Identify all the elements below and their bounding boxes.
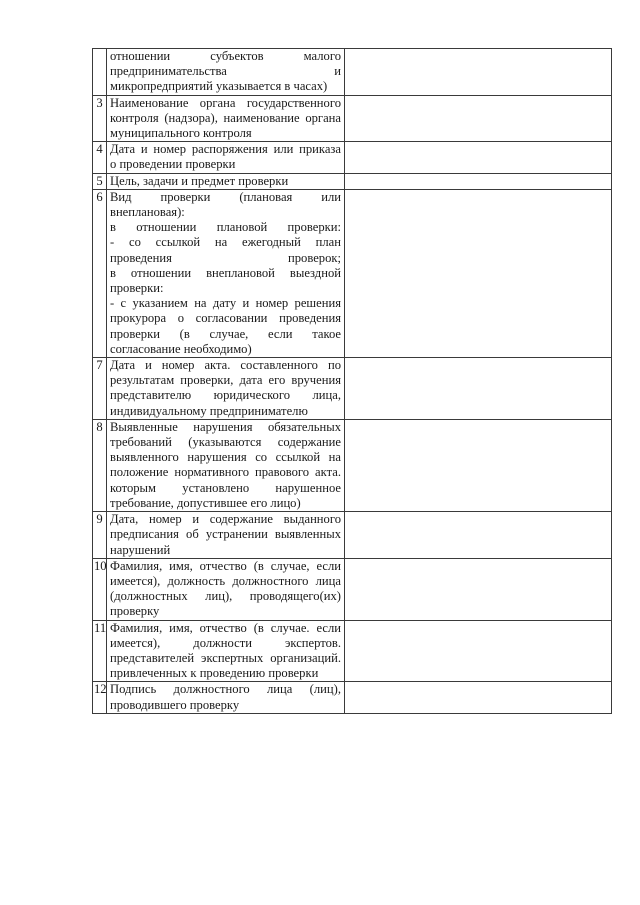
row-description <box>107 358 345 420</box>
description-line: муниципального контроля <box>110 126 252 141</box>
table-row <box>93 620 612 682</box>
table-row <box>93 682 612 713</box>
description-line: Дата и номер акта. составленного по <box>110 358 341 373</box>
inspection-register-table <box>92 48 612 714</box>
row-number <box>93 49 107 96</box>
description-line: предписания об устранении выявленных <box>110 527 341 542</box>
description-line: требование, допустившее его лицо) <box>110 495 301 510</box>
row-number: 5 <box>93 173 107 189</box>
description-line: Фамилия, имя, отчество (в случае, если <box>110 558 341 573</box>
description-line: результатам проверки, дата его вручения <box>110 373 341 388</box>
description-line: представителей экспертных организаций. <box>110 650 341 665</box>
description-line: требований (указываются содержание <box>110 435 341 450</box>
description-line: представителю юридического лица, <box>110 388 341 403</box>
table-row <box>93 558 612 620</box>
description-line: проведения проверок; <box>110 250 341 265</box>
description-line: выявленного нарушения со ссылкой на <box>110 450 341 465</box>
description-line: проверки (в случае, если такое <box>110 326 341 341</box>
table-row <box>93 419 612 511</box>
table-row <box>93 358 612 420</box>
description-line: в отношении внеплановой выездной <box>110 265 341 280</box>
description-line: микропредприятий указывается в часах) <box>110 79 328 94</box>
description-line: прокурора о согласовании проведения <box>110 311 341 326</box>
description-line: Наименование органа государственного <box>110 95 341 110</box>
row-description <box>107 189 345 357</box>
row-number: 4 <box>93 142 107 173</box>
row-description <box>107 558 345 620</box>
description-line: отношении субъектов малого <box>110 49 341 63</box>
row-value-field[interactable] <box>345 558 612 620</box>
row-value-field[interactable] <box>345 189 612 357</box>
description-line: проверки: <box>110 281 164 296</box>
description-line: Вид проверки (плановая или <box>110 189 341 204</box>
row-description <box>107 173 345 189</box>
row-description <box>107 620 345 682</box>
table-body <box>93 49 612 714</box>
description-line: привлеченных к проведению проверки <box>110 666 319 681</box>
description-line: проводившего проверку <box>110 697 240 712</box>
description-line: - со ссылкой на ежегодный план <box>110 235 341 250</box>
table-row <box>93 49 612 96</box>
row-description <box>107 142 345 173</box>
table-row <box>93 189 612 357</box>
row-description <box>107 49 345 96</box>
row-number: 3 <box>93 95 107 142</box>
description-line: Фамилия, имя, отчество (в случае. если <box>110 620 341 635</box>
table-row <box>93 512 612 559</box>
row-number: 6 <box>93 189 107 357</box>
description-line: проверку <box>110 604 160 619</box>
row-number: 9 <box>93 512 107 559</box>
description-line: имеется), должности экспертов. <box>110 635 341 650</box>
row-description <box>107 512 345 559</box>
row-value-field[interactable] <box>345 512 612 559</box>
row-number: 7 <box>93 358 107 420</box>
row-value-field[interactable] <box>345 49 612 96</box>
description-line: Дата и номер распоряжения или приказа <box>110 142 341 157</box>
row-value-field[interactable] <box>345 682 612 713</box>
description-line: которым установлено нарушенное <box>110 480 341 495</box>
description-line: предпринимательства и <box>110 64 341 79</box>
row-description <box>107 95 345 142</box>
description-line: Дата, номер и содержание выданного <box>110 512 341 527</box>
table-row <box>93 142 612 173</box>
row-description <box>107 419 345 511</box>
table-row <box>93 95 612 142</box>
description-line: индивидуальному предпринимателю <box>110 403 308 418</box>
description-line: нарушений <box>110 542 171 557</box>
description-line: Подпись должностного лица (лиц), <box>110 682 341 697</box>
row-value-field[interactable] <box>345 142 612 173</box>
description-line: Цель, задачи и предмет проверки <box>110 173 289 188</box>
description-line: внеплановая): <box>110 205 185 220</box>
description-line: (должностных лиц), проводящего(их) <box>110 589 341 604</box>
row-number: 11 <box>93 620 107 682</box>
row-value-field[interactable] <box>345 173 612 189</box>
row-value-field[interactable] <box>345 95 612 142</box>
description-line: положение нормативного правового акта. <box>110 465 341 480</box>
description-line: о проведении проверки <box>110 157 236 172</box>
description-line: в отношении плановой проверки: <box>110 220 341 235</box>
table-row <box>93 173 612 189</box>
row-number: 8 <box>93 419 107 511</box>
row-value-field[interactable] <box>345 620 612 682</box>
row-number: 12 <box>93 682 107 713</box>
row-description <box>107 682 345 713</box>
description-line: контроля (надзора), наименование органа <box>110 110 341 125</box>
description-line: имеется), должность должностного лица <box>110 573 341 588</box>
row-value-field[interactable] <box>345 419 612 511</box>
description-line: - с указанием на дату и номер решения <box>110 296 341 311</box>
row-number: 10 <box>93 558 107 620</box>
row-value-field[interactable] <box>345 358 612 420</box>
description-line: согласование необходимо) <box>110 341 252 356</box>
description-line: Выявленные нарушения обязательных <box>110 419 341 434</box>
